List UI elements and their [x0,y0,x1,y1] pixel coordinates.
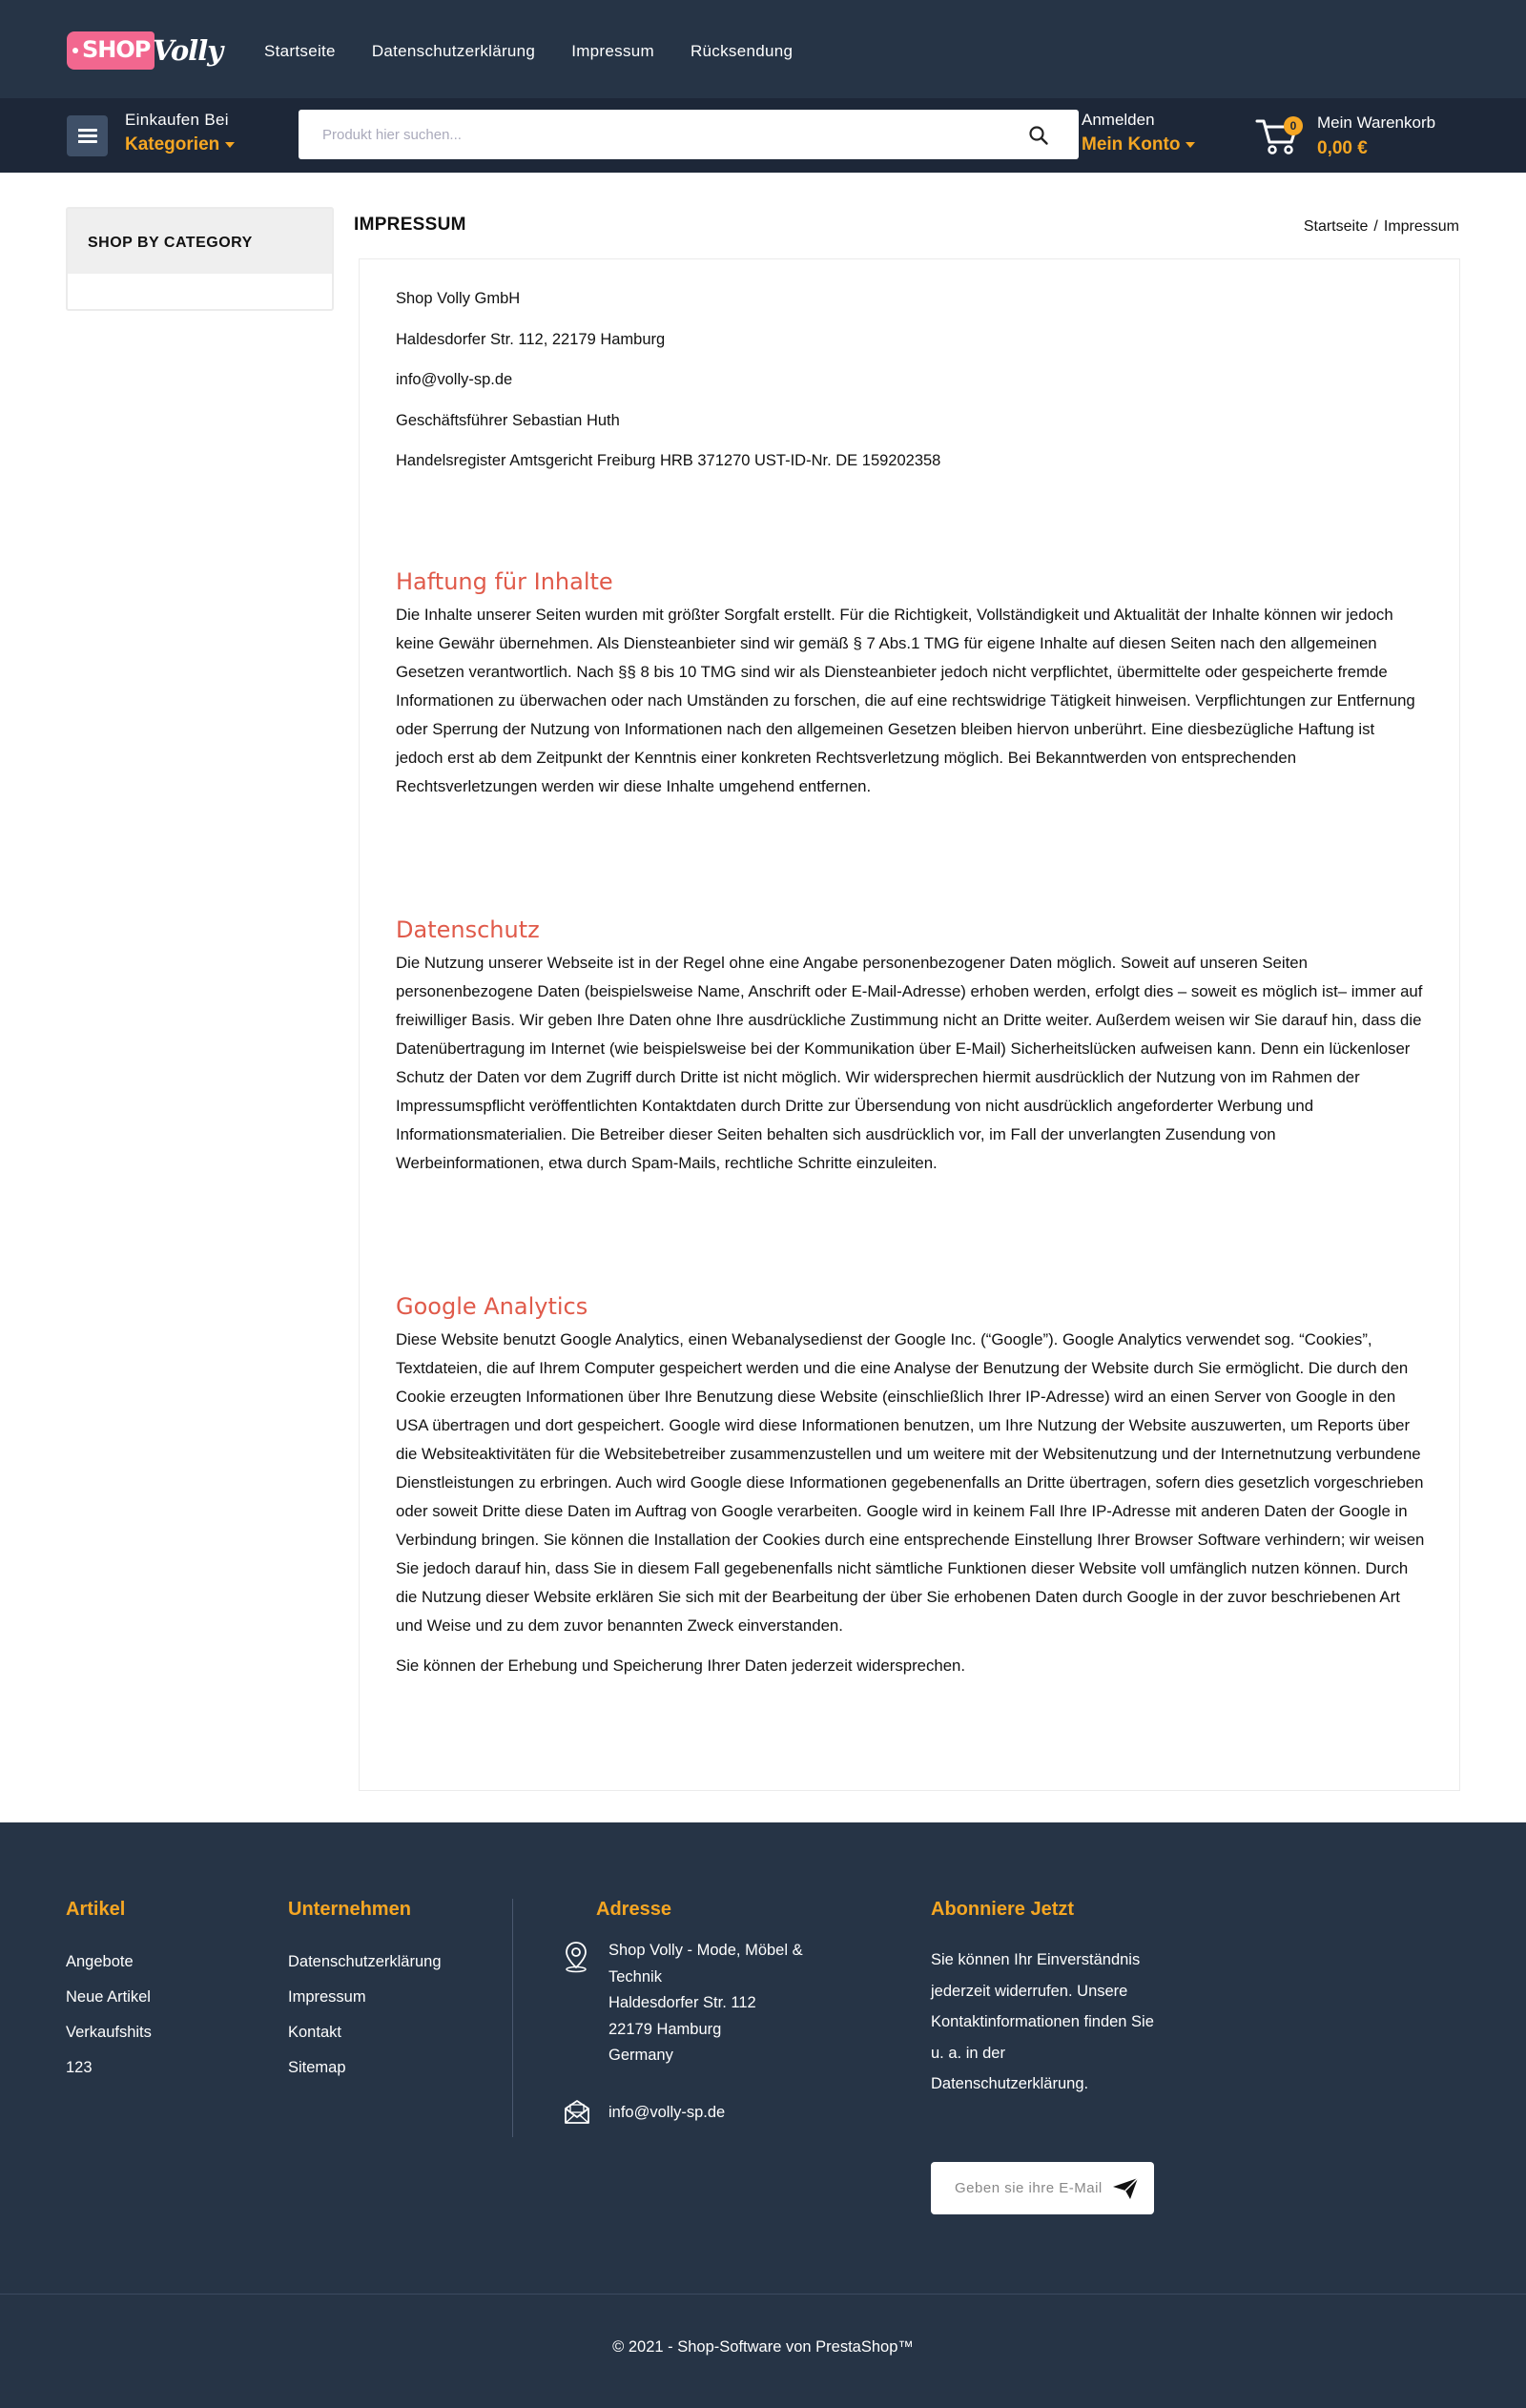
section-title: Google Analytics [396,1293,588,1320]
search-bar-row [0,98,1526,173]
footer-artikel-title: Artikel [66,1899,126,1920]
search-box [299,110,1079,159]
footer-link-verkaufshits[interactable]: Verkaufshits [66,2024,152,2041]
categories-label-top: Einkaufen Bei [125,111,229,129]
nav-ruecksendung[interactable]: Rücksendung [690,42,794,60]
shop-volly-logo[interactable] [67,29,246,74]
category-sidebar [66,207,334,311]
breadcrumb [1304,218,1459,236]
categories-dropdown[interactable] [125,111,235,155]
company-name: Shop Volly GmbH [396,290,521,307]
copyright-text: © 2021 - Shop-Software von PrestaShop™ [612,2338,914,2356]
logo-shop-text: SHOP [82,36,151,63]
nav-datenschutzerklaerung[interactable]: Datenschutzerklärung [371,42,536,60]
footer-link-impressum[interactable]: Impressum [288,1988,366,2006]
footer-subscribe-column [931,1899,1160,2100]
footer-divider [512,1899,513,2137]
search-input[interactable] [299,110,1004,159]
paper-plane-icon[interactable] [1112,2177,1139,2200]
section-haftung [396,568,1426,801]
sidebar-title: SHOP BY CATEGORY [68,209,332,274]
footer-link-angebote[interactable]: Angebote [66,1953,134,1970]
my-account-label: Mein Konto [1082,134,1181,154]
breadcrumb-separator: / [1373,218,1378,235]
breadcrumb-current: Impressum [1383,218,1459,235]
top-header [0,0,1526,98]
footer-link-sitemap[interactable]: Sitemap [288,2059,346,2076]
address-line: Germany [608,2047,673,2064]
caret-down-icon [225,142,235,148]
footer-subscribe-title: Abonniere Jetzt [931,1899,1075,1920]
company-director: Geschäftsführer Sebastian Huth [396,411,620,429]
address-line: Shop Volly - Mode, Möbel & [608,1942,803,1959]
site-footer [0,1822,1526,2408]
breadcrumb-home[interactable]: Startseite [1303,218,1369,235]
newsletter-email-input[interactable] [931,2162,1103,2214]
footer-adresse-title: Adresse [596,1899,671,1920]
page-title: IMPRESSUM [354,215,466,235]
envelope-icon [563,2099,591,2126]
address-line: Technik [608,1967,662,1986]
section-datenschutz [396,916,1426,1178]
footer-link-datenschutz[interactable]: Datenschutzerklärung [288,1953,442,1970]
footer-email-link[interactable]: info@volly-sp.de [608,2104,726,2121]
location-pin-icon [563,1941,589,1973]
company-address-block [396,259,1426,482]
nav-impressum[interactable]: Impressum [571,42,654,60]
categories-list-icon[interactable] [67,115,108,156]
footer-link-123[interactable]: 123 [66,2059,93,2076]
company-street: Haldesdorfer Str. 112, 22179 Hamburg [396,330,666,348]
nav-startseite[interactable]: Startseite [264,42,336,60]
newsletter-form [931,2162,1154,2214]
login-label: Anmelden [1082,111,1155,129]
address-line: 22179 Hamburg [608,2020,722,2038]
section-title: Haftung für Inhalte [396,568,613,595]
company-email: info@volly-sp.de [396,371,513,388]
section-title: Datenschutz [396,916,540,943]
address-line: Haldesdorfer Str. 112 [608,1994,756,2011]
footer-link-neue-artikel[interactable]: Neue Artikel [66,1988,151,2006]
section-body: Diese Website benutzt Google Analytics, einen Webanalysedienst der Google Inc. (“Google”). Google Analytics verwendet sog. “Cookies”, Textdateien, die auf Ihrem Computer gespeichert werden und die eine Analyse der Benutzung der Website durch Sie ermöglicht. Die durch den Cookie erzeugten Informationen über Ihre Benutzung diese Website (einschließlich Ihrer IP-Adresse) wird an einen Server von Google in den USA übertragen und dort gespeichert. Google wird diese Informationen benutzen, um Ihre Nutzung der Website auszuwerten, um Reports über die Websiteaktivitäten für die Websitebetreiber zusammenzustellen und um weitere mit der Websitenutzung und der Internetnutzung verbundene Dienstleistungen zu erbringen. Auch wird Google diese Informationen gegebenenfalls an Dritte übertragen, sofern dies gesetzlich vorgeschrieben oder soweit Dritte diese Daten im Auftrag von Google verarbeiten. Google wird in keinem Fall Ihre IP-Adresse mit anderen Daten der Google in Verbindung bringen. Sie können die Installation der Cookies durch eine entsprechende Einstellung Ihrer Browser Software verhindern; wir weisen Sie jedoch darauf hin, dass Sie in diesem Fall gegebenenfalls nicht sämtliche Funktionen dieser Website voll umfänglich nutzen können. Durch die Nutzung dieser Website erklären Sie sich mit der Bearbeitung der über Sie erhobenen Daten durch Google in der zuvor beschriebenen Art und Weise und zu dem zuvor benannten Zweck einverstanden. [396,1330,1425,1635]
cart-count-badge: 0 [1284,116,1303,135]
section-extra-note: Sie können der Erhebung und Speicherung Ihrer Daten jederzeit widersprechen. [396,1657,966,1675]
section-google-analytics [396,1293,1426,1680]
categories-label: Kategorien [125,134,220,154]
cart-total: 0,00 € [1317,138,1368,158]
impressum-content [359,258,1460,1791]
logo-volly-text: Volly [153,34,223,67]
caret-down-icon [1186,142,1195,148]
footer-artikel-column [66,1899,152,2086]
footer-separator-line [0,2294,1526,2295]
subscribe-description: Sie können Ihr Einverständnis jederzeit widerrufen. Unsere Kontaktinformationen finden Sie u. a. in der Datenschutzerklärung. [931,1951,1154,2092]
cart-summary[interactable] [1317,113,1435,159]
company-register: Handelsregister Amtsgericht Freiburg HRB 371270 UST-ID-Nr. DE 159202358 [396,452,941,469]
footer-link-kontakt[interactable]: Kontakt [288,2024,341,2041]
search-icon[interactable] [1028,125,1049,146]
footer-unternehmen-column [288,1899,442,2086]
top-navigation [264,42,829,61]
account-dropdown[interactable] [1082,111,1195,155]
section-body: Die Inhalte unserer Seiten wurden mit größter Sorgfalt erstellt. Für die Richtigkeit, Vollständigkeit und Aktualität der Inhalte können wir jedoch keine Gewähr übernehmen. Als Diensteanbieter sind wir gemäß § 7 Abs.1 TMG für eigene Inhalte auf diesen Seiten nach den allgemeinen Gesetzen verantwortlich. Nach §§ 8 bis 10 TMG sind wir als Diensteanbieter jedoch nicht verpflichtet, übermittelte oder gespeicherte fremde Informationen zu überwachen oder nach Umständen zu forschen, die auf eine rechtswidrige Tätigkeit hinweisen. Verpflichtungen zur Entfernung oder Sperrung der Nutzung von Informationen nach den allgemeinen Gesetzen bleiben hiervon unberührt. Eine diesbezügliche Haftung ist jedoch erst ab dem Zeitpunkt der Kenntnis einer konkreten Rechtsverletzung möglich. Bei Bekanntwerden von entsprechenden Rechtsverletzungen werden wir diese Inhalte umgehend entfernen. [396,606,1415,795]
section-body: Die Nutzung unserer Webseite ist in der Regel ohne eine Angabe personenbezogener Daten möglich. Soweit auf unseren Seiten personenbezogene Daten (beispielsweise Name, Anschrift oder E-Mail-Adresse) erhoben werden, erfolgt dies – soweit es möglich ist– immer auf freiwilliger Basis. Wir geben Ihre Daten ohne Ihre ausdrückliche Zustimmung nicht an Dritte weiter. Außerdem weisen wir Sie darauf hin, dass die Datenübertragung im Internet (wie beispielsweise bei der Kommunikation über E-Mail) Sicherheitslücken aufweisen kann. Denn ein lückenloser Schutz der Daten vor dem Zugriff durch Dritte ist nicht möglich. Wir widersprechen hiermit ausdrücklich der Nutzung von im Rahmen der Impressumspflicht veröffentlichten Kontaktdaten durch Dritte zur Übersendung von nicht ausdrücklich angeforderter Werbung und Informationsmaterialien. Die Betreiber dieser Seiten behalten sich ausdrücklich vor, im Fall der unverlangten Zusendung von Werbeinformationen, etwa durch Spam-Mails, rechtliche Schritte einzuleiten. [396,954,1423,1172]
footer-unternehmen-title: Unternehmen [288,1899,411,1920]
cart-label: Mein Warenkorb [1317,113,1436,132]
